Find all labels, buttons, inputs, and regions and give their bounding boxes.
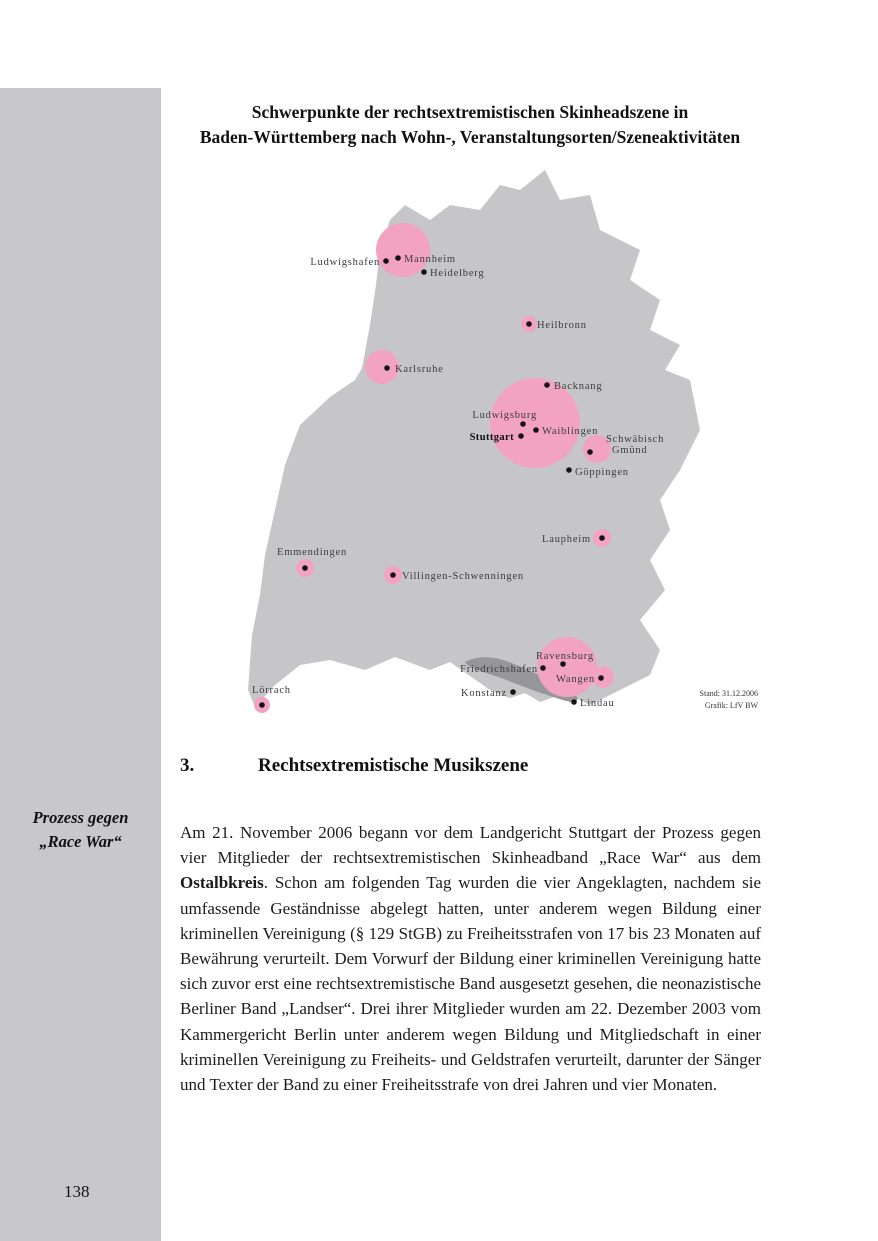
city-label-ludwigshafen: Ludwigshafen: [310, 257, 380, 268]
city-dot-waiblingen: [533, 427, 539, 433]
city-dot-villingen-schwenningen: [390, 572, 396, 578]
figure-title-line1: Schwerpunkte der rechtsextremistischen Skinheadszene in: [251, 102, 689, 122]
city-dot-lindau: [571, 699, 577, 705]
city-label-heidelberg: Heidelberg: [430, 268, 485, 279]
figure-title: [180, 100, 760, 150]
page-number: 138: [64, 1182, 90, 1201]
city-marker-mannheim: [376, 223, 430, 277]
city-marker-ravensburg: [537, 637, 597, 697]
margin-note-line1: Prozess gegen: [32, 808, 129, 827]
city-dot-backnang: [544, 382, 550, 388]
city-dot-g-ppingen: [566, 467, 572, 473]
city-label-ravensburg: Ravensburg: [536, 651, 594, 662]
city-dot-emmendingen: [302, 565, 308, 571]
map-figure: [180, 165, 760, 723]
city-dot-friedrichshafen: [540, 665, 546, 671]
section-title: Rechtsextremistische Musikszene: [258, 755, 529, 776]
city-label-friedrichshafen: Friedrichshafen: [460, 664, 538, 675]
city-label-waiblingen: Waiblingen: [542, 426, 599, 437]
city-dot-karlsruhe: [384, 365, 390, 371]
city-label-schw-bisch-gm-nd-2: Gmünd: [612, 445, 648, 456]
city-label-heilbronn: Heilbronn: [537, 320, 587, 331]
body-run-1: Am 21. November 2006 begann vor dem Landgericht Stuttgart der Prozess gegen vier Mitglieder der rechtsextremistischen Skinheadband „Race War“ aus dem: [180, 823, 761, 868]
city-label-villingen-schwenningen: Villingen-Schwenningen: [402, 571, 524, 582]
city-dot-ravensburg: [560, 661, 566, 667]
body-run-bold: Ostalbkreis: [180, 873, 264, 893]
city-dot-stuttgart: [518, 433, 524, 439]
city-marker-karlsruhe: [365, 350, 399, 384]
baden-wuerttemberg-map: [180, 165, 760, 723]
body-paragraph: [180, 820, 761, 1097]
city-dot-konstanz: [510, 689, 516, 695]
section-heading: [180, 755, 760, 777]
city-label-ludwigsburg: Ludwigsburg: [472, 410, 537, 421]
body-run-3: . Schon am folgenden Tag wurden die vier Angeklagten, nachdem sie umfassende Geständnisse abgelegt hatten, unter anderem wegen Bildung einer kriminellen Vereinigung (§ 129 StGB) zu Freiheitsstrafen von 17 bis 23 Monaten auf Bewährung verurteilt. Dem Vorwurf der Bildung einer kriminellen Vereinigung hatte sich zuvor erst eine rechtsextremistische Band ausgesetzt gesehen, die neonazistische Berliner Band „Landser“. Drei ihrer Mitglieder wurden am 22. Dezember 2003 vom Kammergericht Berlin unter anderem wegen Bildung und Mitgliedschaft in einer kriminellen Vereinigung zu Freiheits- und Geldstrafen verurteilt, darunter der Sänger und Texter der Band zu einer Freiheitsstrafe von drei Jahren und vier Monaten.: [180, 873, 761, 1095]
city-label-mannheim: Mannheim: [404, 254, 456, 265]
city-dot-heidelberg: [421, 269, 427, 275]
city-label-l-rrach: Lörrach: [252, 685, 291, 696]
city-label-emmendingen: Emmendingen: [277, 547, 348, 558]
city-dot-ludwigshafen: [383, 258, 389, 264]
city-dot-l-rrach: [259, 702, 265, 708]
city-dot-wangen: [598, 675, 604, 681]
city-dot-ludwigsburg: [520, 421, 526, 427]
left-margin-column: [0, 88, 161, 1241]
margin-note-line2: „Race War“: [39, 832, 122, 851]
figure-title-line2: Baden-Württemberg nach Wohn-, Veranstaltungsorten/Szeneaktivitäten: [199, 127, 741, 147]
city-label-schw-bisch-gm-nd: Schwäbisch: [606, 434, 665, 445]
city-dot-mannheim: [395, 255, 401, 261]
city-label-wangen: Wangen: [556, 674, 595, 685]
city-label-g-ppingen: Göppingen: [575, 467, 629, 478]
map-credit-source: Grafik: LfV BW: [704, 701, 758, 710]
city-dot-heilbronn: [526, 321, 532, 327]
city-label-karlsruhe: Karlsruhe: [395, 364, 444, 375]
city-label-lindau: Lindau: [580, 698, 615, 709]
margin-note: [0, 806, 161, 854]
map-credit-date: Stand: 31.12.2006: [699, 689, 758, 698]
city-dot-laupheim: [599, 535, 605, 541]
city-label-konstanz: Konstanz: [460, 688, 507, 699]
city-label-laupheim: Laupheim: [542, 534, 591, 545]
city-label-stuttgart: Stuttgart: [469, 432, 514, 443]
city-label-backnang: Backnang: [554, 381, 603, 392]
city-dot-schw-bisch-gm-nd: [587, 449, 593, 455]
section-number: 3.: [180, 755, 195, 776]
